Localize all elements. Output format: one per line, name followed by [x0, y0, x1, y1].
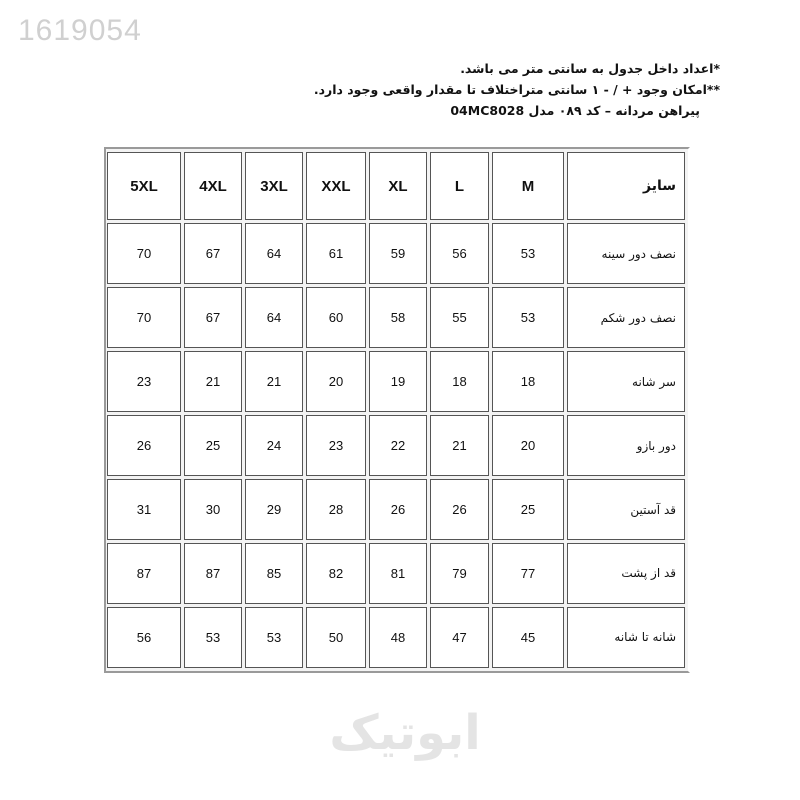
- measurement-value: 87: [107, 543, 181, 604]
- tolerance-note: **امکان وجود + / - ۱ سانتی متراختلاف تا مقدار واقعی وجود دارد.: [313, 82, 720, 97]
- table-row: [107, 287, 685, 348]
- measurement-value: 25: [492, 479, 564, 540]
- measurement-value: 23: [306, 415, 366, 476]
- measurement-value: 30: [184, 479, 242, 540]
- measurement-value: 31: [107, 479, 181, 540]
- measurement-value: 55: [430, 287, 489, 348]
- measurement-value: 70: [107, 287, 181, 348]
- header-size-l: L: [430, 152, 489, 220]
- measurement-value: 64: [245, 223, 303, 284]
- product-model-line: پیراهن مردانه – کد ۰۸۹ مدل 04MC8028: [450, 103, 700, 118]
- measurement-value: 85: [245, 543, 303, 604]
- measurement-value: 87: [184, 543, 242, 604]
- measurement-value: 60: [306, 287, 366, 348]
- measurement-value: 20: [306, 351, 366, 412]
- measurement-value: 26: [107, 415, 181, 476]
- measurement-label: شانه تا شانه: [567, 607, 685, 668]
- size-notes: [80, 58, 720, 121]
- size-table: [104, 149, 688, 671]
- measurement-label: قد آستین: [567, 479, 685, 540]
- header-size-xl: XL: [369, 152, 427, 220]
- measurement-value: 29: [245, 479, 303, 540]
- header-size-3xl: 3XL: [245, 152, 303, 220]
- measurement-value: 70: [107, 223, 181, 284]
- measurement-value: 24: [245, 415, 303, 476]
- measurement-value: 77: [492, 543, 564, 604]
- unit-note: *اعداد داخل جدول به سانتی متر می باشد.: [460, 61, 720, 76]
- measurement-value: 50: [306, 607, 366, 668]
- measurement-label: قد از پشت: [567, 543, 685, 604]
- measurement-label: دور بازو: [567, 415, 685, 476]
- table-row: [107, 351, 685, 412]
- measurement-value: 28: [306, 479, 366, 540]
- header-size-xxl: XXL: [306, 152, 366, 220]
- header-size-5xl: 5XL: [107, 152, 181, 220]
- table-row: [107, 415, 685, 476]
- measurement-value: 53: [245, 607, 303, 668]
- measurement-value: 61: [306, 223, 366, 284]
- measurement-value: 26: [369, 479, 427, 540]
- measurement-value: 18: [430, 351, 489, 412]
- measurement-value: 53: [184, 607, 242, 668]
- measurement-label: سر شانه: [567, 351, 685, 412]
- measurement-value: 26: [430, 479, 489, 540]
- measurement-label: نصف دور شکم: [567, 287, 685, 348]
- measurement-value: 67: [184, 223, 242, 284]
- header-size-4xl: 4XL: [184, 152, 242, 220]
- table-row: [107, 479, 685, 540]
- measurement-value: 22: [369, 415, 427, 476]
- measurement-value: 67: [184, 287, 242, 348]
- measurement-value: 21: [184, 351, 242, 412]
- measurement-value: 82: [306, 543, 366, 604]
- measurement-value: 18: [492, 351, 564, 412]
- measurement-value: 53: [492, 287, 564, 348]
- measurement-value: 58: [369, 287, 427, 348]
- table-row: [107, 223, 685, 284]
- measurement-value: 56: [107, 607, 181, 668]
- measurement-value: 64: [245, 287, 303, 348]
- watermark-logo: ابوتیک: [329, 705, 481, 761]
- header-size-m: M: [492, 152, 564, 220]
- measurement-value: 23: [107, 351, 181, 412]
- measurement-value: 20: [492, 415, 564, 476]
- measurement-value: 81: [369, 543, 427, 604]
- measurement-label: نصف دور سینه: [567, 223, 685, 284]
- table-header-row: [107, 152, 685, 220]
- table-row: [107, 607, 685, 668]
- measurement-value: 45: [492, 607, 564, 668]
- table-row: [107, 543, 685, 604]
- measurement-value: 79: [430, 543, 489, 604]
- size-table-frame: [104, 147, 690, 673]
- header-size-label: سایز: [567, 152, 685, 220]
- measurement-value: 19: [369, 351, 427, 412]
- measurement-value: 25: [184, 415, 242, 476]
- measurement-value: 53: [492, 223, 564, 284]
- measurement-value: 48: [369, 607, 427, 668]
- measurement-value: 21: [245, 351, 303, 412]
- product-id: 1619054: [18, 14, 142, 47]
- measurement-value: 21: [430, 415, 489, 476]
- measurement-value: 59: [369, 223, 427, 284]
- measurement-value: 56: [430, 223, 489, 284]
- measurement-value: 47: [430, 607, 489, 668]
